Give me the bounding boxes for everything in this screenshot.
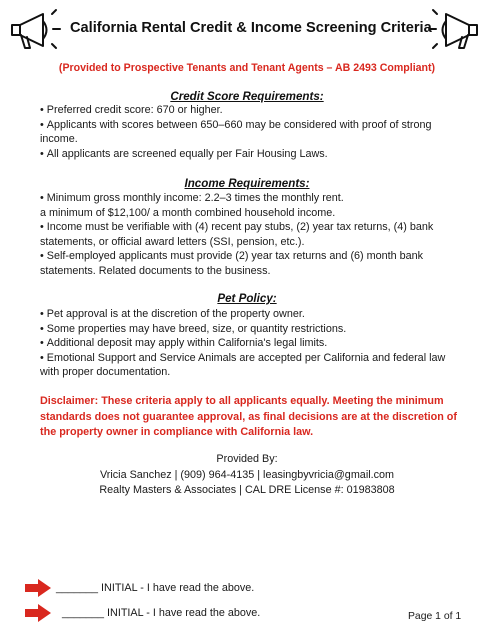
list-item: • Additional deposit may apply within California's legal limits.: [40, 336, 460, 351]
disclaimer-text: Disclaimer: These criteria apply to all applicants equally. Meeting the minimum standards does not guarantee approval, as final decisions are at the discretion of the property owner in compliance with California law.: [40, 395, 457, 438]
list-item: • All applicants are screened equally per Fair Housing Laws.: [40, 147, 460, 162]
provider-block: [0, 452, 494, 499]
list-item: • Preferred credit score: 670 or higher.: [40, 103, 460, 118]
arrow-right-icon: [24, 578, 52, 598]
list-item: • Some properties may have breed, size, or quantity restrictions.: [40, 322, 460, 337]
initial-field[interactable]: _______ INITIAL - I have read the above.: [56, 582, 255, 594]
pet-list: [40, 307, 460, 380]
list-item: • Emotional Support and Service Animals are accepted per California and federal law with proper documentation.: [40, 351, 460, 380]
provider-contact: Vricia Sanchez | (909) 964-4135 | leasingbyvricia@gmail.com: [99, 468, 395, 481]
pet-heading: Pet Policy:: [217, 292, 277, 305]
initial-field[interactable]: _______ INITIAL - I have read the above.: [62, 607, 261, 619]
credit-heading: Credit Score Requirements:: [170, 90, 324, 103]
list-item-continuation: a minimum of $12,100/ a month combined household income.: [40, 206, 336, 219]
list-item: • Income must be verifiable with (4) recent pay stubs, (2) year tax returns, (4) bank statements, or official award letters (SSI, pension, etc.).: [40, 220, 460, 249]
page-title: California Rental Credit & Income Screening Criteria: [70, 20, 432, 36]
list-item: • Minimum gross monthly income: 2.2–3 times the monthly rent.: [40, 191, 460, 206]
list-item: • Applicants with scores between 650–660 may be considered with proof of strong income.: [40, 118, 460, 147]
provider-company: Realty Masters & Associates | CAL DRE License #: 01983808: [99, 484, 395, 496]
page-number: Page 1 of 1: [408, 611, 462, 622]
credit-list: [40, 103, 460, 161]
provider-label: Provided By:: [216, 453, 278, 465]
compliance-subtitle: (Provided to Prospective Tenants and Tenant Agents – AB 2493 Compliant): [58, 62, 436, 74]
list-item: • Self-employed applicants must provide (2) year tax returns and (6) month bank statements. Related documents to the business.: [40, 249, 460, 278]
income-list: [40, 191, 460, 279]
list-item: • Pet approval is at the discretion of the property owner.: [40, 307, 460, 322]
arrow-right-icon: [24, 603, 52, 623]
megaphone-icon: [425, 8, 481, 56]
income-heading: Income Requirements:: [184, 177, 310, 190]
megaphone-icon: [8, 8, 64, 56]
